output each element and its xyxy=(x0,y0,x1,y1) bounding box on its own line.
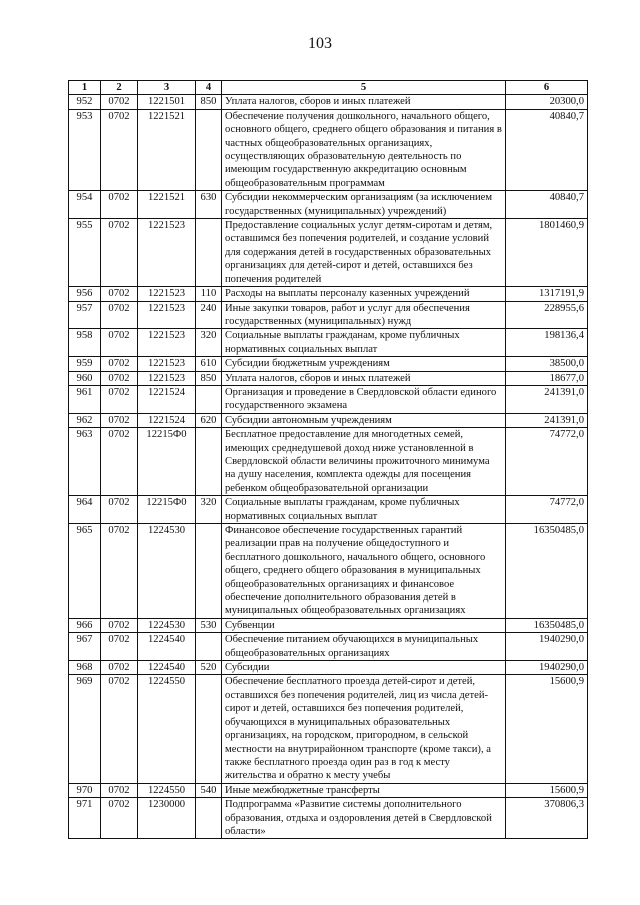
target-article-cell: 1221523 xyxy=(138,219,196,287)
section-code-cell: 0702 xyxy=(101,109,138,190)
section-code-cell: 0702 xyxy=(101,219,138,287)
section-code-cell: 0702 xyxy=(101,385,138,413)
row-number-cell: 970 xyxy=(69,783,101,797)
amount-cell: 74772,0 xyxy=(506,428,588,496)
amount-cell: 18677,0 xyxy=(506,371,588,385)
section-code-cell: 0702 xyxy=(101,329,138,357)
table-row xyxy=(69,329,588,357)
item-name-cell: Субсидии бюджетным учреждениям xyxy=(222,357,506,371)
section-code-cell: 0702 xyxy=(101,371,138,385)
expense-type-cell xyxy=(196,798,222,839)
expense-type-cell: 850 xyxy=(196,371,222,385)
table-row xyxy=(69,385,588,413)
amount-cell: 198136,4 xyxy=(506,329,588,357)
table-row xyxy=(69,783,588,797)
amount-cell: 15600,9 xyxy=(506,783,588,797)
item-name-cell: Уплата налогов, сборов и иных платежей xyxy=(222,95,506,109)
section-code-cell: 0702 xyxy=(101,413,138,427)
table-row xyxy=(69,357,588,371)
expense-type-cell xyxy=(196,675,222,783)
section-code-cell: 0702 xyxy=(101,661,138,675)
table-row xyxy=(69,524,588,619)
item-name-cell: Обеспечение питанием обучающихся в муниципальных общеобразовательных организациях xyxy=(222,633,506,661)
item-name-cell: Бесплатное предоставление для многодетных семей, имеющих среднедушевой доход ниже установленной в Свердловской области величины прожиточного минимума на душу населения, комплекта одежды для посещения ребенком общеобразовательной организации xyxy=(222,428,506,496)
row-number-cell: 954 xyxy=(69,191,101,219)
table-row xyxy=(69,301,588,329)
item-name-cell: Субсидии xyxy=(222,661,506,675)
amount-cell: 1317191,9 xyxy=(506,287,588,301)
target-article-cell: 1224550 xyxy=(138,783,196,797)
section-code-cell: 0702 xyxy=(101,95,138,109)
expense-type-cell xyxy=(196,385,222,413)
page-number: 103 xyxy=(308,35,332,52)
section-code-cell: 0702 xyxy=(101,191,138,219)
amount-cell: 1801460,9 xyxy=(506,219,588,287)
amount-cell: 15600,9 xyxy=(506,675,588,783)
row-number-cell: 952 xyxy=(69,95,101,109)
table-row xyxy=(69,675,588,783)
item-name-cell: Расходы на выплаты персоналу казенных учреждений xyxy=(222,287,506,301)
amount-cell: 1940290,0 xyxy=(506,633,588,661)
amount-cell: 241391,0 xyxy=(506,385,588,413)
table-row xyxy=(69,661,588,675)
item-name-cell: Субсидии автономным учреждениям xyxy=(222,413,506,427)
section-code-cell: 0702 xyxy=(101,675,138,783)
row-number-cell: 958 xyxy=(69,329,101,357)
column-header: 1 xyxy=(69,81,101,95)
target-article-cell: 1221523 xyxy=(138,301,196,329)
row-number-cell: 963 xyxy=(69,428,101,496)
expense-type-cell: 520 xyxy=(196,661,222,675)
section-code-cell: 0702 xyxy=(101,428,138,496)
amount-cell: 241391,0 xyxy=(506,413,588,427)
target-article-cell: 1221523 xyxy=(138,357,196,371)
amount-cell: 40840,7 xyxy=(506,191,588,219)
row-number-cell: 968 xyxy=(69,661,101,675)
target-article-cell: 1221523 xyxy=(138,329,196,357)
target-article-cell: 1224530 xyxy=(138,618,196,632)
expense-type-cell: 110 xyxy=(196,287,222,301)
amount-cell: 228955,6 xyxy=(506,301,588,329)
table-row xyxy=(69,428,588,496)
expense-type-cell: 240 xyxy=(196,301,222,329)
expense-type-cell xyxy=(196,633,222,661)
item-name-cell: Иные закупки товаров, работ и услуг для обеспечения государственных (муниципальных) нужд xyxy=(222,301,506,329)
table-row xyxy=(69,618,588,632)
amount-cell: 16350485,0 xyxy=(506,524,588,619)
column-header: 6 xyxy=(506,81,588,95)
expense-type-cell xyxy=(196,109,222,190)
target-article-cell: 1224540 xyxy=(138,633,196,661)
table-row xyxy=(69,287,588,301)
expense-type-cell xyxy=(196,219,222,287)
expense-type-cell: 320 xyxy=(196,496,222,524)
row-number-cell: 960 xyxy=(69,371,101,385)
target-article-cell: 1224550 xyxy=(138,675,196,783)
column-header: 2 xyxy=(101,81,138,95)
section-code-cell: 0702 xyxy=(101,798,138,839)
item-name-cell: Предоставление социальных услуг детям-сиротам и детям, оставшимся без попечения родителей, и создание условий для содержания детей в государственных образовательных организациях для детей-сирот и детей, оставшихся без попечения родителей xyxy=(222,219,506,287)
section-code-cell: 0702 xyxy=(101,633,138,661)
table-row xyxy=(69,109,588,190)
row-number-cell: 962 xyxy=(69,413,101,427)
amount-cell: 370806,3 xyxy=(506,798,588,839)
item-name-cell: Субсидии некоммерческим организациям (за исключением государственных (муниципальных) учреждений) xyxy=(222,191,506,219)
row-number-cell: 966 xyxy=(69,618,101,632)
expense-type-cell: 540 xyxy=(196,783,222,797)
target-article-cell: 1230000 xyxy=(138,798,196,839)
header-row xyxy=(69,81,588,95)
expense-type-cell xyxy=(196,428,222,496)
amount-cell: 16350485,0 xyxy=(506,618,588,632)
expense-type-cell: 850 xyxy=(196,95,222,109)
item-name-cell: Обеспечение бесплатного проезда детей-сирот и детей, оставшихся без попечения родителей, лиц из числа детей-сирот и детей, оставшихся без попечения родителей, обучающихся в муниципальных образовательных организациях, на городском, пригородном, в сельской местности на внутрирайонном транспорте (кроме такси), а также бесплатного проезда один раз в год к месту жительства и обратно к месту учебы xyxy=(222,675,506,783)
row-number-cell: 965 xyxy=(69,524,101,619)
target-article-cell: 1224540 xyxy=(138,661,196,675)
row-number-cell: 956 xyxy=(69,287,101,301)
table-row xyxy=(69,496,588,524)
column-header: 3 xyxy=(138,81,196,95)
target-article-cell: 1221501 xyxy=(138,95,196,109)
row-number-cell: 959 xyxy=(69,357,101,371)
item-name-cell: Организация и проведение в Свердловской области единого государственного экзамена xyxy=(222,385,506,413)
expense-type-cell: 320 xyxy=(196,329,222,357)
section-code-cell: 0702 xyxy=(101,287,138,301)
target-article-cell: 1224530 xyxy=(138,524,196,619)
item-name-cell: Подпрограмма «Развитие системы дополнительного образования, отдыха и оздоровления детей в Свердловской области» xyxy=(222,798,506,839)
row-number-cell: 957 xyxy=(69,301,101,329)
expense-type-cell: 530 xyxy=(196,618,222,632)
target-article-cell: 12215Ф0 xyxy=(138,496,196,524)
row-number-cell: 964 xyxy=(69,496,101,524)
table-row xyxy=(69,219,588,287)
target-article-cell: 1221523 xyxy=(138,371,196,385)
table-row xyxy=(69,371,588,385)
table-body xyxy=(69,95,588,839)
amount-cell: 38500,0 xyxy=(506,357,588,371)
row-number-cell: 967 xyxy=(69,633,101,661)
column-header: 5 xyxy=(222,81,506,95)
expense-type-cell: 610 xyxy=(196,357,222,371)
column-header: 4 xyxy=(196,81,222,95)
table-row xyxy=(69,633,588,661)
row-number-cell: 953 xyxy=(69,109,101,190)
target-article-cell: 1221521 xyxy=(138,191,196,219)
item-name-cell: Обеспечение получения дошкольного, начального общего, основного общего, среднего общего образования и питания в частных общеобразовательных организациях, осуществляющих образовательную деятельность по имеющим государственную аккредитацию основным общеобразовательным программам xyxy=(222,109,506,190)
target-article-cell: 1221524 xyxy=(138,385,196,413)
table-row xyxy=(69,191,588,219)
section-code-cell: 0702 xyxy=(101,783,138,797)
expense-type-cell xyxy=(196,524,222,619)
target-article-cell: 12215Ф0 xyxy=(138,428,196,496)
target-article-cell: 1221521 xyxy=(138,109,196,190)
target-article-cell: 1221523 xyxy=(138,287,196,301)
section-code-cell: 0702 xyxy=(101,496,138,524)
row-number-cell: 971 xyxy=(69,798,101,839)
item-name-cell: Иные межбюджетные трансферты xyxy=(222,783,506,797)
row-number-cell: 961 xyxy=(69,385,101,413)
table-row xyxy=(69,798,588,839)
item-name-cell: Социальные выплаты гражданам, кроме публичных нормативных социальных выплат xyxy=(222,329,506,357)
table-row xyxy=(69,95,588,109)
item-name-cell: Финансовое обеспечение государственных гарантий реализации прав на получение общедоступного и бесплатного дошкольного, начального общего, основного общего, среднего общего образования в муниципальных общеобразовательных организациях и финансовое обеспечение дополнительного образования детей в муниципальных общеобразовательных организациях xyxy=(222,524,506,619)
expense-type-cell: 620 xyxy=(196,413,222,427)
row-number-cell: 955 xyxy=(69,219,101,287)
amount-cell: 1940290,0 xyxy=(506,661,588,675)
item-name-cell: Субвенции xyxy=(222,618,506,632)
item-name-cell: Социальные выплаты гражданам, кроме публичных нормативных социальных выплат xyxy=(222,496,506,524)
expense-type-cell: 630 xyxy=(196,191,222,219)
amount-cell: 20300,0 xyxy=(506,95,588,109)
section-code-cell: 0702 xyxy=(101,524,138,619)
item-name-cell: Уплата налогов, сборов и иных платежей xyxy=(222,371,506,385)
amount-cell: 74772,0 xyxy=(506,496,588,524)
section-code-cell: 0702 xyxy=(101,618,138,632)
row-number-cell: 969 xyxy=(69,675,101,783)
section-code-cell: 0702 xyxy=(101,357,138,371)
table-row xyxy=(69,413,588,427)
amount-cell: 40840,7 xyxy=(506,109,588,190)
section-code-cell: 0702 xyxy=(101,301,138,329)
budget-table xyxy=(68,80,588,839)
target-article-cell: 1221524 xyxy=(138,413,196,427)
